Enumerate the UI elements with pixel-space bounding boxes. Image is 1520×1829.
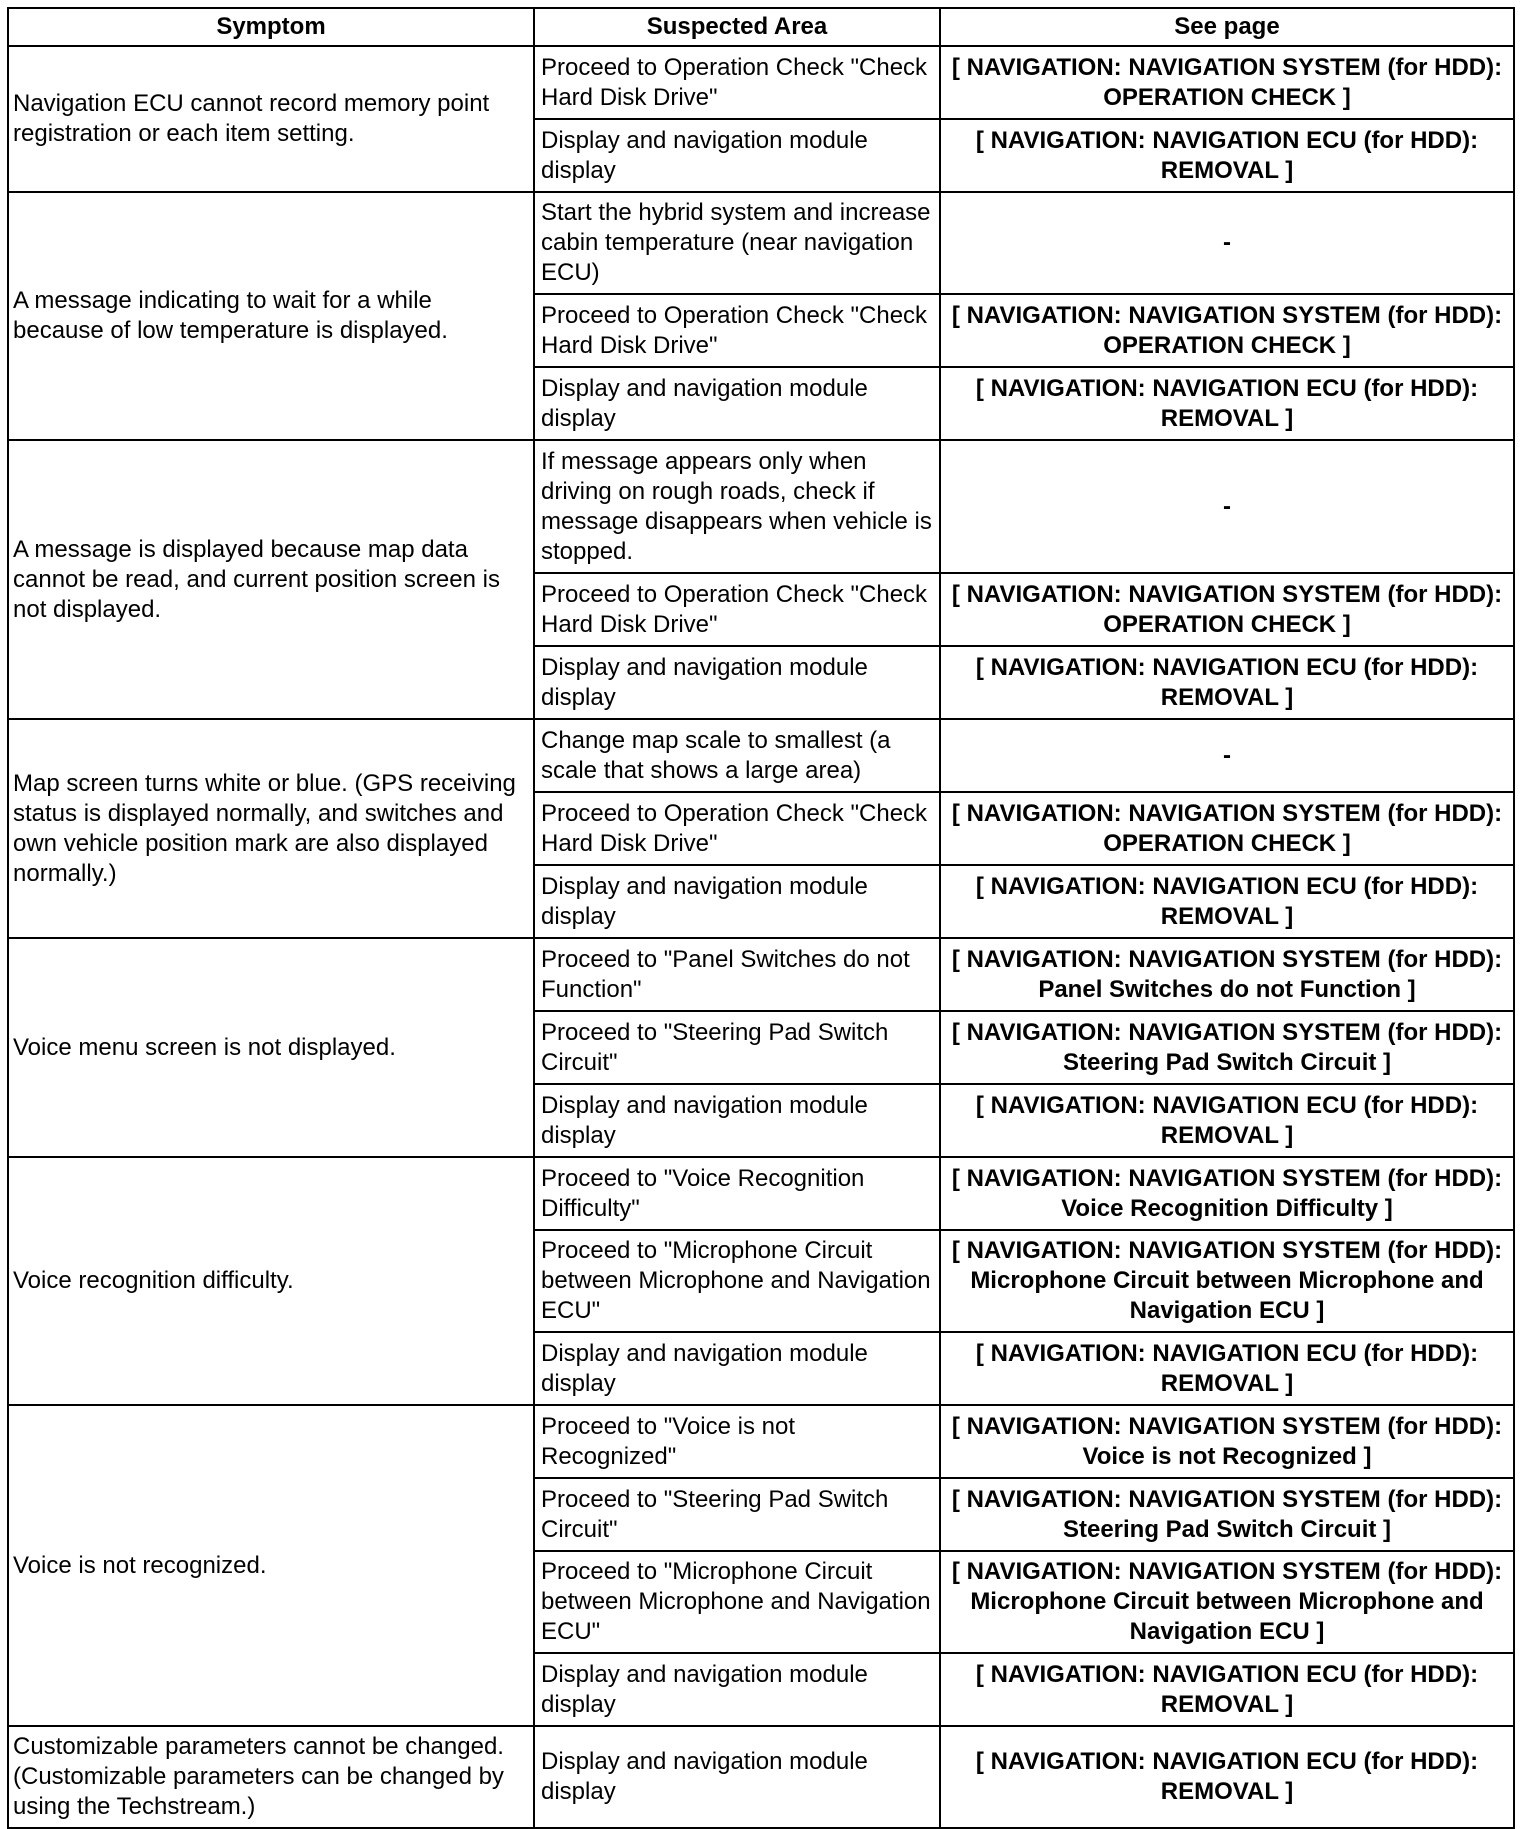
see-page-link[interactable]: [ NAVIGATION: NAVIGATION SYSTEM (for HDD): Steering Pad Switch Circuit ] bbox=[940, 1478, 1514, 1551]
see-page-link[interactable]: [ NAVIGATION: NAVIGATION ECU (for HDD): REMOVAL ] bbox=[940, 1726, 1514, 1828]
suspected-area-cell: Display and navigation module display bbox=[534, 646, 940, 719]
table-row bbox=[8, 719, 1514, 792]
see-page-link[interactable]: [ NAVIGATION: NAVIGATION ECU (for HDD): REMOVAL ] bbox=[940, 646, 1514, 719]
suspected-area-cell: Proceed to "Panel Switches do not Function" bbox=[534, 938, 940, 1011]
see-page-link[interactable]: [ NAVIGATION: NAVIGATION SYSTEM (for HDD): Voice Recognition Difficulty ] bbox=[940, 1157, 1514, 1230]
symptom-cell: Voice menu screen is not displayed. bbox=[8, 938, 534, 1157]
table-row bbox=[8, 192, 1514, 294]
see-page-link[interactable]: [ NAVIGATION: NAVIGATION SYSTEM (for HDD): Microphone Circuit between Microphone and Navigation ECU ] bbox=[940, 1551, 1514, 1653]
suspected-area-cell: Proceed to Operation Check "Check Hard Disk Drive" bbox=[534, 294, 940, 367]
suspected-area-cell: Display and navigation module display bbox=[534, 119, 940, 192]
suspected-area-cell: Proceed to "Microphone Circuit between Microphone and Navigation ECU" bbox=[534, 1551, 940, 1653]
suspected-area-cell: Proceed to Operation Check "Check Hard Disk Drive" bbox=[534, 792, 940, 865]
see-page-value: - bbox=[940, 719, 1514, 792]
see-page-link[interactable]: [ NAVIGATION: NAVIGATION ECU (for HDD): REMOVAL ] bbox=[940, 865, 1514, 938]
see-page-value: - bbox=[940, 192, 1514, 294]
see-page-link[interactable]: [ NAVIGATION: NAVIGATION ECU (for HDD): REMOVAL ] bbox=[940, 1653, 1514, 1726]
see-page-link[interactable]: [ NAVIGATION: NAVIGATION ECU (for HDD): REMOVAL ] bbox=[940, 367, 1514, 440]
suspected-area-cell: Change map scale to smallest (a scale that shows a large area) bbox=[534, 719, 940, 792]
see-page-link[interactable]: [ NAVIGATION: NAVIGATION SYSTEM (for HDD): OPERATION CHECK ] bbox=[940, 46, 1514, 119]
symptom-cell: Navigation ECU cannot record memory point registration or each item setting. bbox=[8, 46, 534, 192]
header-symptom: Symptom bbox=[8, 8, 534, 46]
table-row bbox=[8, 1726, 1514, 1828]
table-row bbox=[8, 938, 1514, 1011]
table-row bbox=[8, 1157, 1514, 1230]
see-page-link[interactable]: [ NAVIGATION: NAVIGATION SYSTEM (for HDD): Panel Switches do not Function ] bbox=[940, 938, 1514, 1011]
see-page-link[interactable]: [ NAVIGATION: NAVIGATION SYSTEM (for HDD): OPERATION CHECK ] bbox=[940, 792, 1514, 865]
table-row bbox=[8, 1405, 1514, 1478]
table-row bbox=[8, 46, 1514, 119]
symptom-cell: A message is displayed because map data cannot be read, and current position screen is not displayed. bbox=[8, 440, 534, 719]
suspected-area-cell: Display and navigation module display bbox=[534, 367, 940, 440]
suspected-area-cell: Proceed to "Voice is not Recognized" bbox=[534, 1405, 940, 1478]
symptom-cell: Voice is not recognized. bbox=[8, 1405, 534, 1726]
suspected-area-cell: If message appears only when driving on rough roads, check if message disappears when vehicle is stopped. bbox=[534, 440, 940, 573]
see-page-link[interactable]: [ NAVIGATION: NAVIGATION SYSTEM (for HDD): OPERATION CHECK ] bbox=[940, 573, 1514, 646]
table-header-row bbox=[8, 8, 1514, 46]
suspected-area-cell: Start the hybrid system and increase cabin temperature (near navigation ECU) bbox=[534, 192, 940, 294]
see-page-link[interactable]: [ NAVIGATION: NAVIGATION SYSTEM (for HDD): Microphone Circuit between Microphone and Navigation ECU ] bbox=[940, 1230, 1514, 1332]
symptom-cell: Map screen turns white or blue. (GPS receiving status is displayed normally, and switches and own vehicle position mark are also displayed normally.) bbox=[8, 719, 534, 938]
symptom-cell: Voice recognition difficulty. bbox=[8, 1157, 534, 1405]
suspected-area-cell: Proceed to Operation Check "Check Hard Disk Drive" bbox=[534, 573, 940, 646]
suspected-area-cell: Proceed to "Steering Pad Switch Circuit" bbox=[534, 1011, 940, 1084]
see-page-link[interactable]: [ NAVIGATION: NAVIGATION SYSTEM (for HDD): Voice is not Recognized ] bbox=[940, 1405, 1514, 1478]
see-page-link[interactable]: [ NAVIGATION: NAVIGATION SYSTEM (for HDD): Steering Pad Switch Circuit ] bbox=[940, 1011, 1514, 1084]
header-suspected-area: Suspected Area bbox=[534, 8, 940, 46]
see-page-link[interactable]: [ NAVIGATION: NAVIGATION SYSTEM (for HDD): OPERATION CHECK ] bbox=[940, 294, 1514, 367]
suspected-area-cell: Display and navigation module display bbox=[534, 865, 940, 938]
suspected-area-cell: Display and navigation module display bbox=[534, 1084, 940, 1157]
table-body bbox=[8, 46, 1514, 1828]
symptom-cell: Customizable parameters cannot be changed. (Customizable parameters can be changed by using the Techstream.) bbox=[8, 1726, 534, 1828]
suspected-area-cell: Display and navigation module display bbox=[534, 1653, 940, 1726]
see-page-value: - bbox=[940, 440, 1514, 573]
see-page-link[interactable]: [ NAVIGATION: NAVIGATION ECU (for HDD): REMOVAL ] bbox=[940, 1332, 1514, 1405]
suspected-area-cell: Proceed to Operation Check "Check Hard Disk Drive" bbox=[534, 46, 940, 119]
suspected-area-cell: Display and navigation module display bbox=[534, 1726, 940, 1828]
header-see-page: See page bbox=[940, 8, 1514, 46]
table-row bbox=[8, 440, 1514, 573]
suspected-area-cell: Display and navigation module display bbox=[534, 1332, 940, 1405]
suspected-area-cell: Proceed to "Steering Pad Switch Circuit" bbox=[534, 1478, 940, 1551]
see-page-link[interactable]: [ NAVIGATION: NAVIGATION ECU (for HDD): REMOVAL ] bbox=[940, 1084, 1514, 1157]
troubleshooting-table bbox=[7, 7, 1515, 1829]
suspected-area-cell: Proceed to "Voice Recognition Difficulty" bbox=[534, 1157, 940, 1230]
suspected-area-cell: Proceed to "Microphone Circuit between Microphone and Navigation ECU" bbox=[534, 1230, 940, 1332]
symptom-cell: A message indicating to wait for a while because of low temperature is displayed. bbox=[8, 192, 534, 440]
see-page-link[interactable]: [ NAVIGATION: NAVIGATION ECU (for HDD): REMOVAL ] bbox=[940, 119, 1514, 192]
